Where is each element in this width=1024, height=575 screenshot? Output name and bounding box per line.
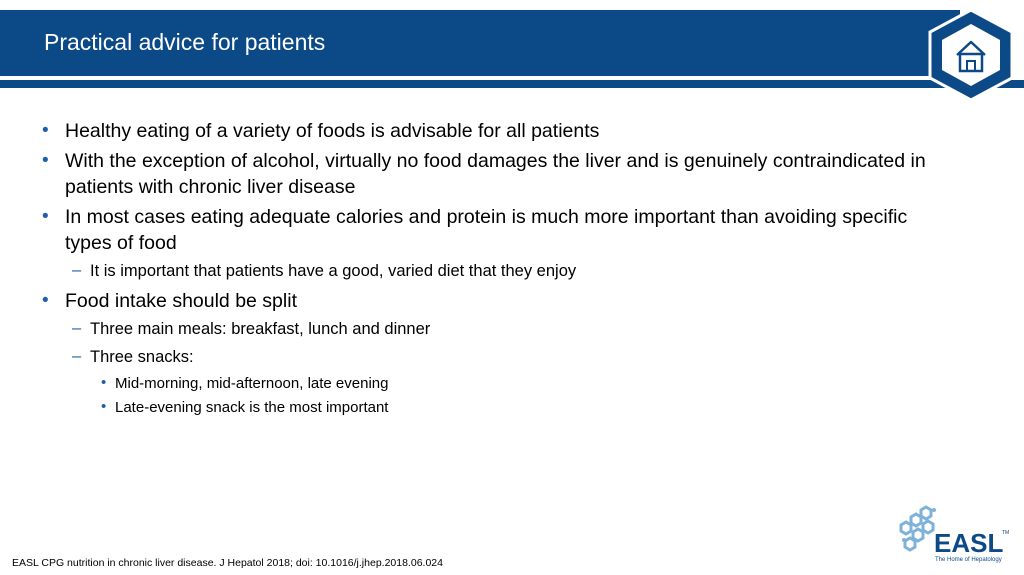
list-item	[42, 204, 942, 256]
list-item	[42, 288, 942, 314]
footnote-citation: EASL CPG nutrition in chronic liver disease. J Hepatol 2018; doi: 10.1016/j.jhep.2018.06.024	[12, 557, 443, 569]
sub-sub-list-item-text: Late-evening snack is the most important	[115, 399, 389, 416]
sub-sub-list-item-text: Mid-morning, mid-afternoon, late evening	[115, 375, 389, 392]
dash-marker: –	[72, 347, 82, 365]
bullet-marker: •	[42, 206, 49, 227]
logo-tagline: The Home of Hepatology	[935, 557, 1002, 563]
list-item	[42, 118, 942, 144]
sub-list-item-text: Three main meals: breakfast, lunch and dinner	[90, 320, 431, 338]
easl-logo	[896, 502, 1014, 564]
dash-marker: –	[72, 319, 82, 337]
list-item-text: With the exception of alcohol, virtually no food damages the liver and is genuinely contraindicated in patients with chronic liver disease	[65, 150, 926, 198]
header-stripe	[0, 80, 1024, 88]
bullet-marker: •	[42, 290, 49, 311]
bullet-list	[42, 118, 942, 422]
list-item	[42, 148, 942, 200]
list-item-text: Food intake should be split	[65, 290, 297, 312]
bullet-marker: •	[42, 120, 49, 141]
dash-marker: –	[72, 261, 82, 279]
logo-trademark: TM	[1002, 530, 1010, 536]
sub-list-item	[42, 346, 942, 368]
bullet-marker: •	[101, 398, 107, 415]
home-button[interactable]	[926, 8, 1016, 102]
sub-sub-list-item	[42, 374, 942, 394]
bullet-marker: •	[42, 150, 49, 171]
page-title: Practical advice for patients	[44, 29, 326, 55]
sub-sub-list-item	[42, 398, 942, 418]
sub-list-item-text: Three snacks:	[90, 348, 194, 366]
sub-list-item-text: It is important that patients have a good, varied diet that they enjoy	[90, 262, 577, 280]
sub-list-item	[42, 260, 942, 282]
list-item-text: In most cases eating adequate calories and protein is much more important than avoiding specific types of food	[65, 206, 908, 254]
sub-list-item	[42, 318, 942, 340]
logo-wordmark: EASL	[934, 528, 1004, 558]
list-item-text: Healthy eating of a variety of foods is advisable for all patients	[65, 120, 600, 142]
bullet-marker: •	[101, 374, 107, 391]
